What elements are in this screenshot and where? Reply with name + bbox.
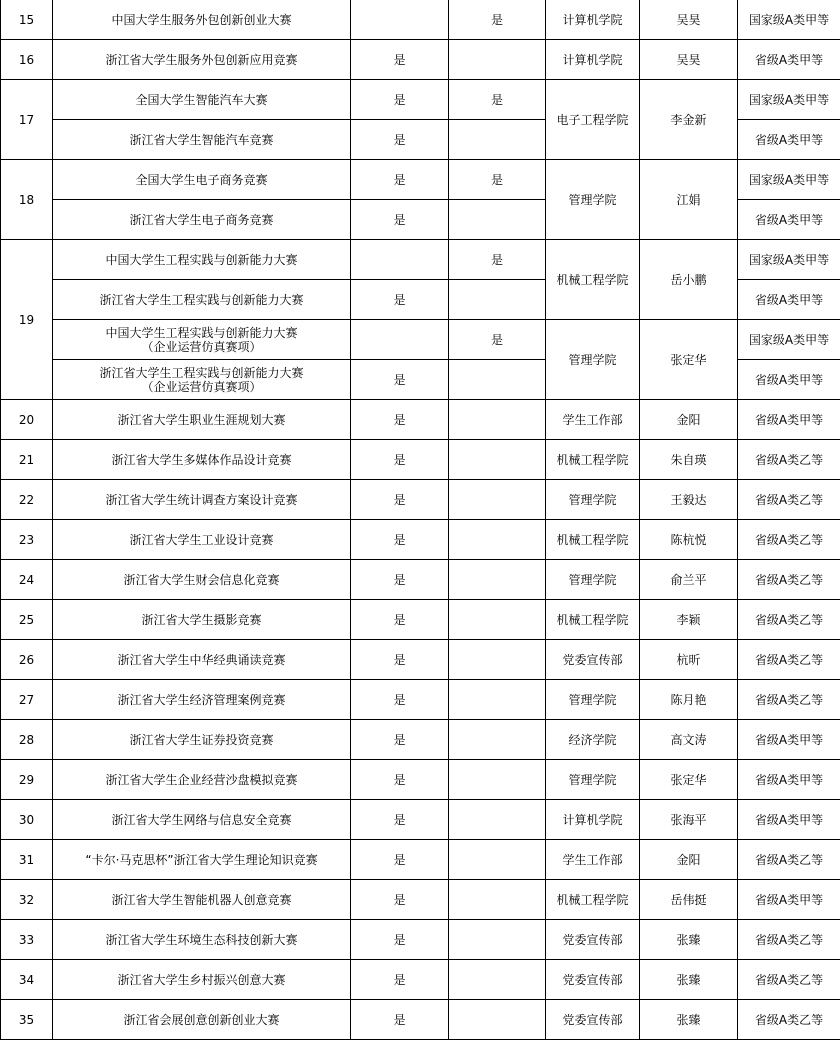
person-in-charge: 吴昊 bbox=[640, 40, 738, 80]
provincial-flag: 是 bbox=[351, 760, 449, 800]
competition-level: 省级A类甲等 bbox=[738, 720, 840, 760]
college: 党委宣传部 bbox=[546, 920, 640, 960]
competition-level: 省级A类甲等 bbox=[738, 200, 840, 240]
person-in-charge: 张臻 bbox=[640, 920, 738, 960]
competition-name-line2: （企业运营仿真赛项） bbox=[141, 379, 262, 394]
provincial-flag: 是 bbox=[351, 520, 449, 560]
college: 计算机学院 bbox=[546, 40, 640, 80]
college: 学生工作部 bbox=[546, 400, 640, 440]
competition-name: 浙江省大学生智能汽车竞赛 bbox=[53, 120, 351, 160]
competition-name: 浙江省大学生服务外包创新应用竞赛 bbox=[53, 40, 351, 80]
provincial-flag: 是 bbox=[351, 600, 449, 640]
competition-name: 浙江省大学生乡村振兴创意大赛 bbox=[53, 960, 351, 1000]
provincial-flag: 是 bbox=[351, 480, 449, 520]
provincial-flag bbox=[351, 0, 449, 40]
provincial-flag: 是 bbox=[351, 400, 449, 440]
competition-level: 省级A类甲等 bbox=[738, 120, 840, 160]
row-number: 23 bbox=[1, 520, 53, 560]
table-row bbox=[1, 0, 840, 40]
person-in-charge: 张海平 bbox=[640, 800, 738, 840]
competition-name: 浙江省大学生网络与信息安全竞赛 bbox=[53, 800, 351, 840]
competition-name: 浙江省大学生企业经营沙盘模拟竞赛 bbox=[53, 760, 351, 800]
table-row bbox=[1, 160, 840, 200]
person-in-charge: 李金新 bbox=[640, 80, 738, 160]
college: 管理学院 bbox=[546, 160, 640, 240]
table-row bbox=[1, 840, 840, 880]
college: 学生工作部 bbox=[546, 840, 640, 880]
national-flag: 是 bbox=[449, 240, 546, 280]
national-flag bbox=[449, 760, 546, 800]
provincial-flag: 是 bbox=[351, 920, 449, 960]
row-number: 33 bbox=[1, 920, 53, 960]
competition-level: 省级A类甲等 bbox=[738, 880, 840, 920]
competition-level: 省级A类乙等 bbox=[738, 680, 840, 720]
provincial-flag: 是 bbox=[351, 880, 449, 920]
national-flag bbox=[449, 120, 546, 160]
national-flag bbox=[449, 40, 546, 80]
person-in-charge: 陈月艳 bbox=[640, 680, 738, 720]
competition-name: 浙江省大学生统计调查方案设计竞赛 bbox=[53, 480, 351, 520]
national-flag bbox=[449, 400, 546, 440]
provincial-flag: 是 bbox=[351, 120, 449, 160]
national-flag bbox=[449, 280, 546, 320]
competition-name-line1: 中国大学生工程实践与创新能力大赛 bbox=[105, 325, 298, 340]
competition-level: 省级A类甲等 bbox=[738, 280, 840, 320]
competition-name bbox=[53, 320, 351, 360]
person-in-charge: 张定华 bbox=[640, 760, 738, 800]
college: 经济学院 bbox=[546, 720, 640, 760]
provincial-flag: 是 bbox=[351, 840, 449, 880]
competition-level: 省级A类乙等 bbox=[738, 600, 840, 640]
competition-level: 省级A类甲等 bbox=[738, 40, 840, 80]
competition-level: 省级A类乙等 bbox=[738, 960, 840, 1000]
competition-name: 浙江省大学生经济管理案例竞赛 bbox=[53, 680, 351, 720]
provincial-flag: 是 bbox=[351, 680, 449, 720]
person-in-charge: 陈杭悦 bbox=[640, 520, 738, 560]
national-flag bbox=[449, 600, 546, 640]
row-number: 32 bbox=[1, 880, 53, 920]
competition-name bbox=[53, 360, 351, 400]
competition-level: 省级A类乙等 bbox=[738, 920, 840, 960]
person-in-charge: 江娟 bbox=[640, 160, 738, 240]
college: 管理学院 bbox=[546, 320, 640, 400]
row-number: 25 bbox=[1, 600, 53, 640]
competition-name-line1: 浙江省大学生工程实践与创新能力大赛 bbox=[99, 365, 304, 380]
competition-name: 浙江省大学生电子商务竞赛 bbox=[53, 200, 351, 240]
national-flag bbox=[449, 640, 546, 680]
person-in-charge: 王毅达 bbox=[640, 480, 738, 520]
college: 计算机学院 bbox=[546, 800, 640, 840]
row-number: 21 bbox=[1, 440, 53, 480]
row-number: 31 bbox=[1, 840, 53, 880]
competition-level: 省级A类甲等 bbox=[738, 360, 840, 400]
competition-name: “卡尔·马克思杯”浙江省大学生理论知识竞赛 bbox=[53, 840, 351, 880]
competition-name: 浙江省大学生职业生涯规划大赛 bbox=[53, 400, 351, 440]
provincial-flag: 是 bbox=[351, 1000, 449, 1040]
table-row bbox=[1, 760, 840, 800]
national-flag: 是 bbox=[449, 0, 546, 40]
competition-level: 国家级A类甲等 bbox=[738, 0, 840, 40]
college: 党委宣传部 bbox=[546, 960, 640, 1000]
table-row bbox=[1, 320, 840, 360]
row-number: 22 bbox=[1, 480, 53, 520]
table-row bbox=[1, 440, 840, 480]
person-in-charge: 张臻 bbox=[640, 960, 738, 1000]
national-flag: 是 bbox=[449, 80, 546, 120]
competition-level: 省级A类乙等 bbox=[738, 520, 840, 560]
college: 机械工程学院 bbox=[546, 520, 640, 560]
competition-name-line2: （企业运营仿真赛项） bbox=[141, 339, 262, 354]
table-row bbox=[1, 680, 840, 720]
college: 管理学院 bbox=[546, 760, 640, 800]
table-row bbox=[1, 960, 840, 1000]
competition-level: 国家级A类甲等 bbox=[738, 160, 840, 200]
national-flag bbox=[449, 920, 546, 960]
competition-name: 浙江省大学生证券投资竞赛 bbox=[53, 720, 351, 760]
provincial-flag: 是 bbox=[351, 720, 449, 760]
row-number: 24 bbox=[1, 560, 53, 600]
table-row bbox=[1, 600, 840, 640]
table-row bbox=[1, 800, 840, 840]
row-number: 18 bbox=[1, 160, 53, 240]
college: 机械工程学院 bbox=[546, 880, 640, 920]
provincial-flag: 是 bbox=[351, 360, 449, 400]
national-flag bbox=[449, 800, 546, 840]
national-flag bbox=[449, 680, 546, 720]
competition-level: 省级A类乙等 bbox=[738, 840, 840, 880]
college: 机械工程学院 bbox=[546, 600, 640, 640]
college: 管理学院 bbox=[546, 680, 640, 720]
provincial-flag: 是 bbox=[351, 560, 449, 600]
national-flag: 是 bbox=[449, 320, 546, 360]
competition-level: 国家级A类甲等 bbox=[738, 80, 840, 120]
table-row bbox=[1, 720, 840, 760]
person-in-charge: 张臻 bbox=[640, 1000, 738, 1040]
national-flag: 是 bbox=[449, 160, 546, 200]
competition-name: 浙江省大学生环境生态科技创新大赛 bbox=[53, 920, 351, 960]
table-row bbox=[1, 80, 840, 120]
table-row bbox=[1, 240, 840, 280]
provincial-flag: 是 bbox=[351, 80, 449, 120]
person-in-charge: 俞兰平 bbox=[640, 560, 738, 600]
provincial-flag: 是 bbox=[351, 800, 449, 840]
competition-level: 省级A类甲等 bbox=[738, 800, 840, 840]
table-row bbox=[1, 920, 840, 960]
table-row bbox=[1, 560, 840, 600]
competition-name: 浙江省大学生财会信息化竞赛 bbox=[53, 560, 351, 600]
competition-name: 中国大学生工程实践与创新能力大赛 bbox=[53, 240, 351, 280]
provincial-flag: 是 bbox=[351, 40, 449, 80]
national-flag bbox=[449, 360, 546, 400]
competition-level: 国家级A类甲等 bbox=[738, 240, 840, 280]
row-number: 27 bbox=[1, 680, 53, 720]
national-flag bbox=[449, 1000, 546, 1040]
person-in-charge: 金阳 bbox=[640, 840, 738, 880]
national-flag bbox=[449, 840, 546, 880]
table-row bbox=[1, 40, 840, 80]
provincial-flag: 是 bbox=[351, 160, 449, 200]
person-in-charge: 岳伟挺 bbox=[640, 880, 738, 920]
person-in-charge: 岳小鹏 bbox=[640, 240, 738, 320]
row-number: 20 bbox=[1, 400, 53, 440]
row-number: 30 bbox=[1, 800, 53, 840]
college: 计算机学院 bbox=[546, 0, 640, 40]
college: 机械工程学院 bbox=[546, 240, 640, 320]
row-number: 19 bbox=[1, 240, 53, 400]
table-row bbox=[1, 640, 840, 680]
national-flag bbox=[449, 440, 546, 480]
row-number: 29 bbox=[1, 760, 53, 800]
competition-level: 省级A类乙等 bbox=[738, 440, 840, 480]
competition-name: 浙江省大学生多媒体作品设计竞赛 bbox=[53, 440, 351, 480]
national-flag bbox=[449, 480, 546, 520]
table-row bbox=[1, 880, 840, 920]
row-number: 34 bbox=[1, 960, 53, 1000]
provincial-flag bbox=[351, 240, 449, 280]
college: 机械工程学院 bbox=[546, 440, 640, 480]
competition-name: 全国大学生电子商务竞赛 bbox=[53, 160, 351, 200]
national-flag bbox=[449, 720, 546, 760]
provincial-flag: 是 bbox=[351, 640, 449, 680]
table-row bbox=[1, 480, 840, 520]
competition-name: 浙江省会展创意创新创业大赛 bbox=[53, 1000, 351, 1040]
college: 党委宣传部 bbox=[546, 640, 640, 680]
national-flag bbox=[449, 880, 546, 920]
national-flag bbox=[449, 200, 546, 240]
college: 管理学院 bbox=[546, 560, 640, 600]
provincial-flag: 是 bbox=[351, 440, 449, 480]
provincial-flag: 是 bbox=[351, 280, 449, 320]
national-flag bbox=[449, 960, 546, 1000]
competition-name: 浙江省大学生工业设计竞赛 bbox=[53, 520, 351, 560]
provincial-flag: 是 bbox=[351, 200, 449, 240]
person-in-charge: 张定华 bbox=[640, 320, 738, 400]
college: 管理学院 bbox=[546, 480, 640, 520]
college: 党委宣传部 bbox=[546, 1000, 640, 1040]
national-flag bbox=[449, 520, 546, 560]
college: 电子工程学院 bbox=[546, 80, 640, 160]
competition-name: 浙江省大学生中华经典诵读竞赛 bbox=[53, 640, 351, 680]
table-row bbox=[1, 400, 840, 440]
table-row bbox=[1, 520, 840, 560]
competition-name: 浙江省大学生工程实践与创新能力大赛 bbox=[53, 280, 351, 320]
competition-level: 省级A类乙等 bbox=[738, 640, 840, 680]
row-number: 35 bbox=[1, 1000, 53, 1040]
competition-level: 省级A类乙等 bbox=[738, 480, 840, 520]
row-number: 17 bbox=[1, 80, 53, 160]
table-row bbox=[1, 1000, 840, 1040]
competition-name: 浙江省大学生智能机器人创意竞赛 bbox=[53, 880, 351, 920]
provincial-flag bbox=[351, 320, 449, 360]
person-in-charge: 吴昊 bbox=[640, 0, 738, 40]
row-number: 26 bbox=[1, 640, 53, 680]
competition-level: 国家级A类甲等 bbox=[738, 320, 840, 360]
competition-level: 省级A类甲等 bbox=[738, 400, 840, 440]
row-number: 16 bbox=[1, 40, 53, 80]
competition-level: 省级A类乙等 bbox=[738, 560, 840, 600]
person-in-charge: 金阳 bbox=[640, 400, 738, 440]
provincial-flag: 是 bbox=[351, 960, 449, 1000]
row-number: 15 bbox=[1, 0, 53, 40]
row-number: 28 bbox=[1, 720, 53, 760]
competition-name: 浙江省大学生摄影竞赛 bbox=[53, 600, 351, 640]
national-flag bbox=[449, 560, 546, 600]
competition-level: 省级A类乙等 bbox=[738, 1000, 840, 1040]
competition-name: 全国大学生智能汽车大赛 bbox=[53, 80, 351, 120]
person-in-charge: 李颖 bbox=[640, 600, 738, 640]
competition-name: 中国大学生服务外包创新创业大赛 bbox=[53, 0, 351, 40]
person-in-charge: 杭昕 bbox=[640, 640, 738, 680]
competition-level: 省级A类甲等 bbox=[738, 760, 840, 800]
person-in-charge: 高文涛 bbox=[640, 720, 738, 760]
person-in-charge: 朱自瑛 bbox=[640, 440, 738, 480]
